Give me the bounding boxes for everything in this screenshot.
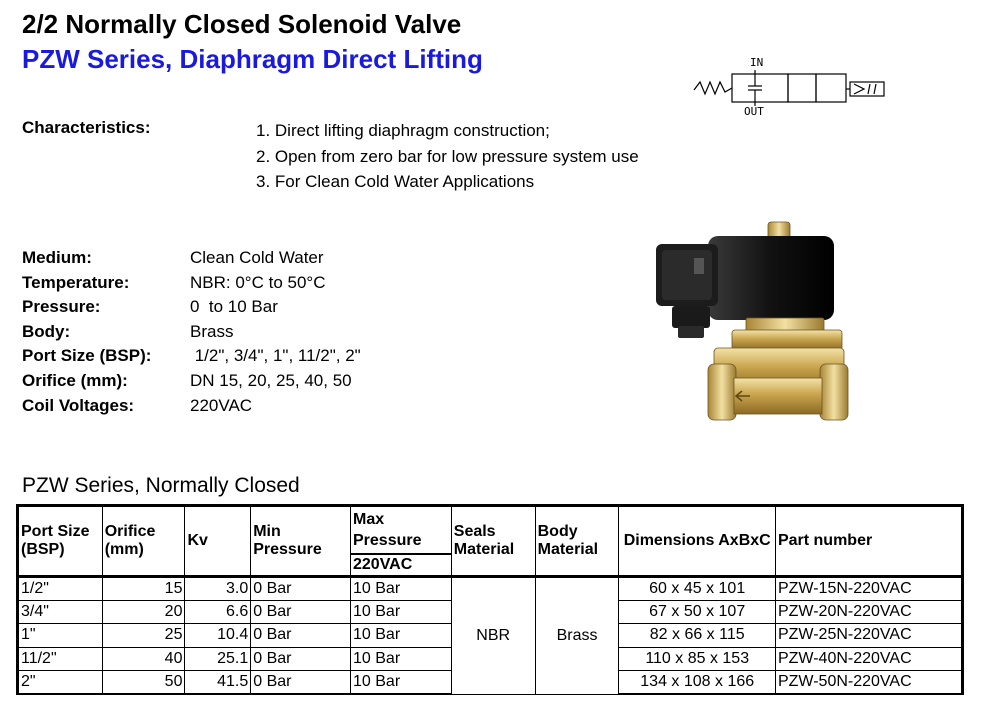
table-header-row bbox=[18, 506, 963, 577]
cell-port: 1/2" bbox=[18, 577, 103, 601]
cell-orifice: 50 bbox=[102, 671, 185, 695]
cell-min-pressure: 0 Bar bbox=[251, 600, 351, 624]
spec-key: Coil Voltages: bbox=[22, 395, 135, 415]
cell-kv: 25.1 bbox=[185, 647, 251, 671]
cell-part-number: PZW-20N-220VAC bbox=[775, 600, 962, 624]
cell-min-pressure: 0 Bar bbox=[251, 577, 351, 601]
header-orifice: Orifice (mm) bbox=[102, 506, 185, 577]
header-dimensions: Dimensions AxBxC bbox=[619, 506, 776, 577]
solenoid-valve-product-image bbox=[650, 218, 850, 428]
cell-orifice: 25 bbox=[102, 624, 185, 648]
header-kv: Kv bbox=[185, 506, 251, 577]
spec-key: Orifice (mm): bbox=[22, 370, 128, 390]
spec-row-temperature bbox=[22, 271, 361, 296]
spec-value: 220VAC bbox=[190, 395, 253, 415]
header-port-size: Port Size (BSP) bbox=[18, 506, 103, 577]
spec-value: NBR: 0°C to 50°C bbox=[190, 272, 326, 292]
symbol-box-3 bbox=[816, 74, 846, 102]
cell-seals-material: NBR bbox=[451, 577, 535, 695]
symbol-in-label: IN bbox=[750, 56, 764, 69]
cell-part-number: PZW-40N-220VAC bbox=[775, 647, 962, 671]
cell-port: 3/4" bbox=[18, 600, 103, 624]
spec-key: Medium: bbox=[22, 248, 92, 267]
header-seals-material: Seals Material bbox=[451, 506, 535, 577]
characteristic-item: 2. Open from zero bar for low pressure system use bbox=[256, 146, 639, 166]
spec-value: DN 15, 20, 25, 40, 50 bbox=[190, 370, 352, 390]
spec-value: Brass bbox=[190, 321, 234, 341]
spec-row-body bbox=[22, 320, 361, 345]
cell-orifice: 40 bbox=[102, 647, 185, 671]
spec-key: Port Size (BSP): bbox=[22, 346, 152, 366]
spec-key: Pressure: bbox=[22, 297, 101, 317]
cell-orifice: 20 bbox=[102, 600, 185, 624]
cell-min-pressure: 0 Bar bbox=[251, 647, 351, 671]
spec-row-orifice bbox=[22, 369, 361, 394]
cell-port: 1" bbox=[18, 624, 103, 648]
characteristic-item: 3. For Clean Cold Water Applications bbox=[256, 172, 535, 191]
cell-dimensions: 134 x 108 x 166 bbox=[619, 671, 776, 695]
spec-key: Body: bbox=[22, 321, 71, 341]
header-body-material: Body Material bbox=[535, 506, 619, 577]
page-subtitle: PZW Series, Diaphragm Direct Lifting bbox=[22, 44, 483, 74]
spec-value: 1/2", 3/4", 1", 11/2", 2" bbox=[190, 346, 361, 366]
cell-part-number: PZW-15N-220VAC bbox=[775, 577, 962, 601]
cell-max-pressure: 10 Bar bbox=[351, 624, 452, 648]
cell-min-pressure: 0 Bar bbox=[251, 624, 351, 648]
product-table bbox=[16, 504, 964, 695]
cell-kv: 10.4 bbox=[185, 624, 251, 648]
cell-dimensions: 60 x 45 x 101 bbox=[619, 577, 776, 601]
characteristics-label: Characteristics: bbox=[22, 118, 151, 137]
page-title: 2/2 Normally Closed Solenoid Valve bbox=[22, 9, 462, 39]
spring-symbol bbox=[694, 82, 732, 94]
spec-list bbox=[22, 246, 361, 418]
symbol-box-1 bbox=[732, 74, 788, 102]
cell-kv: 6.6 bbox=[185, 600, 251, 624]
header-max-pressure bbox=[351, 506, 452, 577]
cell-orifice: 15 bbox=[102, 577, 185, 601]
valve-schematic-symbol bbox=[692, 52, 892, 118]
table-row bbox=[18, 577, 963, 601]
spec-value: 0 to 10 Bar bbox=[190, 297, 278, 317]
cell-dimensions: 82 x 66 x 115 bbox=[619, 624, 776, 648]
spec-value: Clean Cold Water bbox=[190, 248, 324, 267]
cell-max-pressure: 10 Bar bbox=[351, 577, 452, 601]
spec-row-coil-voltages bbox=[22, 394, 361, 419]
cell-min-pressure: 0 Bar bbox=[251, 671, 351, 695]
cell-max-pressure: 10 Bar bbox=[351, 600, 452, 624]
cell-port: 11/2" bbox=[18, 647, 103, 671]
header-part-number: Part number bbox=[775, 506, 962, 577]
characteristics-list bbox=[256, 118, 639, 195]
header-min-pressure: Min Pressure bbox=[251, 506, 351, 577]
spec-key: Temperature: bbox=[22, 272, 130, 292]
cell-max-pressure: 10 Bar bbox=[351, 647, 452, 671]
table-caption: PZW Series, Normally Closed bbox=[22, 474, 300, 497]
spec-row-port-size bbox=[22, 344, 361, 369]
spec-row-pressure bbox=[22, 295, 361, 320]
header-max-pressure-label: Max Pressure bbox=[351, 507, 451, 555]
symbol-box-2 bbox=[788, 74, 816, 102]
symbol-out-label: OUT bbox=[744, 105, 764, 118]
characteristic-item: 1. Direct lifting diaphragm construction; bbox=[256, 121, 550, 140]
header-max-pressure-voltage: 220VAC bbox=[353, 556, 413, 573]
cell-dimensions: 67 x 50 x 107 bbox=[619, 600, 776, 624]
cell-port: 2" bbox=[18, 671, 103, 695]
cell-part-number: PZW-25N-220VAC bbox=[775, 624, 962, 648]
cell-part-number: PZW-50N-220VAC bbox=[775, 671, 962, 695]
cell-kv: 3.0 bbox=[185, 577, 251, 601]
cell-max-pressure: 10 Bar bbox=[351, 671, 452, 695]
cell-body-material: Brass bbox=[535, 577, 619, 695]
cell-dimensions: 110 x 85 x 153 bbox=[619, 647, 776, 671]
cell-kv: 41.5 bbox=[185, 671, 251, 695]
spec-row-medium bbox=[22, 246, 361, 271]
